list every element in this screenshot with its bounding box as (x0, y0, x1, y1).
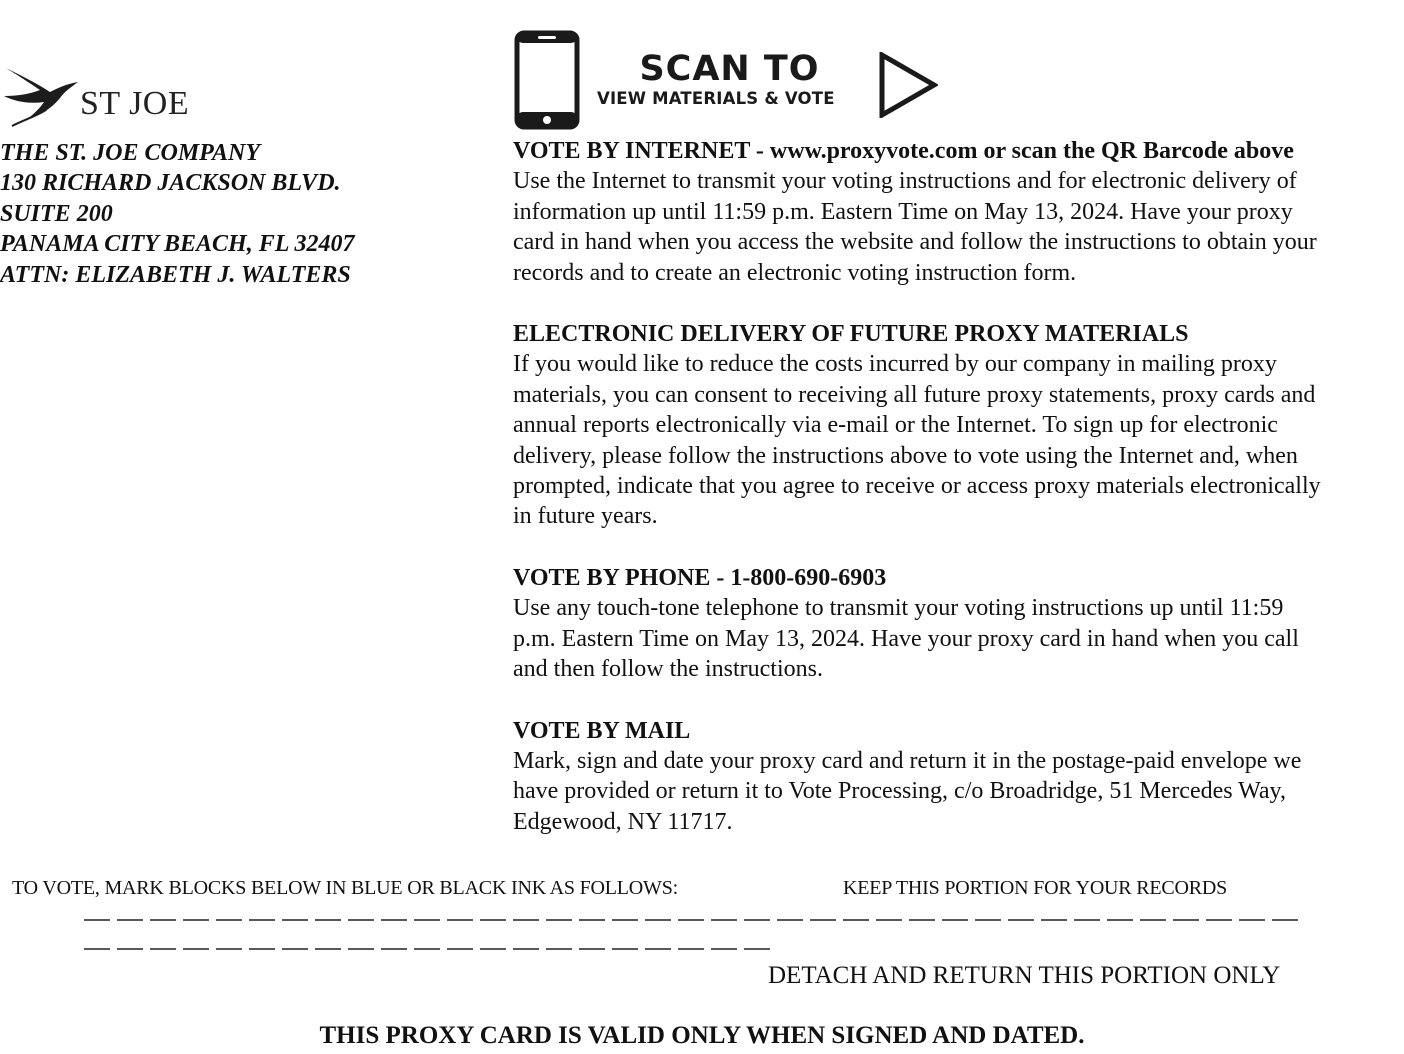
address-line: THE ST. JOE COMPANY (0, 140, 261, 166)
section-body: Mark, sign and date your proxy card and return it in the postage-paid envelope we have provided or return it to Vote Processing, c/o Broadridge, 51 Mercedes Way, Edgewood, NY 11717. (513, 747, 1302, 835)
keep-portion-label: KEEP THIS PORTION FOR YOUR RECORDS (843, 877, 1228, 899)
address-line: ATTN: ELIZABETH J. WALTERS (0, 261, 351, 288)
section-body: If you would like to reduce the costs incurred by our company in mailing proxy materials, you can consent to receiving all future proxy statements, proxy cards and annual reports electronically via e-mail or the Internet. To sign up for electronic delivery, please follow the instructions above to vote using the Internet and, when prompted, indicate that you agree to receive or access proxy materials electronically in future years. (513, 351, 1321, 530)
detach-instruction: DETACH AND RETURN THIS PORTION ONLY (768, 962, 1281, 989)
section-heading: VOTE BY INTERNET - www.proxyvote.com or scan the QR Barcode above (513, 138, 1294, 164)
section-body: Use any touch-tone telephone to transmit your voting instructions up until 11:59 p.m. Eastern Time on May 13, 2024. Have your proxy card in hand when you call and then follow the instructions. (513, 595, 1299, 683)
section-heading: ELECTRONIC DELIVERY OF FUTURE PROXY MATERIALS (513, 321, 1189, 348)
section-heading: VOTE BY MAIL (513, 717, 691, 744)
scan-subtitle: VIEW MATERIALS & VOTE (597, 89, 835, 108)
validity-note: THIS PROXY CARD IS VALID ONLY WHEN SIGNED AND DATED. (319, 1022, 1085, 1049)
vote-by-internet-section (513, 136, 1404, 288)
address-line: SUITE 200 (0, 200, 113, 227)
st-joe-logo (0, 58, 210, 134)
play-arrow-icon (878, 52, 938, 118)
section-heading: VOTE BY PHONE - 1-800-690-6903 (513, 564, 887, 591)
address-line: 130 RICHARD JACKSON BLVD. (0, 170, 341, 197)
company-address (0, 138, 355, 290)
vote-by-phone-section (513, 563, 1404, 685)
address-line: PANAMA CITY BEACH, FL 32407 (0, 231, 355, 258)
mark-instructions: TO VOTE, MARK BLOCKS BELOW IN BLUE OR BLACK INK AS FOLLOWS: (12, 877, 679, 899)
bird-icon (0, 58, 210, 134)
smartphone-icon (514, 30, 580, 130)
electronic-delivery-section (513, 319, 1404, 532)
voting-instructions (513, 136, 1404, 837)
vote-by-mail-section (513, 716, 1404, 838)
scan-title: SCAN TO (639, 49, 820, 89)
section-body: Use the Internet to transmit your voting instructions and for electronic delivery of information up until 11:59 p.m. Eastern Time on May 13, 2024. Have your proxy card in hand when you access the website and follow the instructions to obtain your records and to create an electronic voting instruction form. (513, 168, 1317, 286)
logo-wordmark: ST JOE (80, 85, 190, 122)
